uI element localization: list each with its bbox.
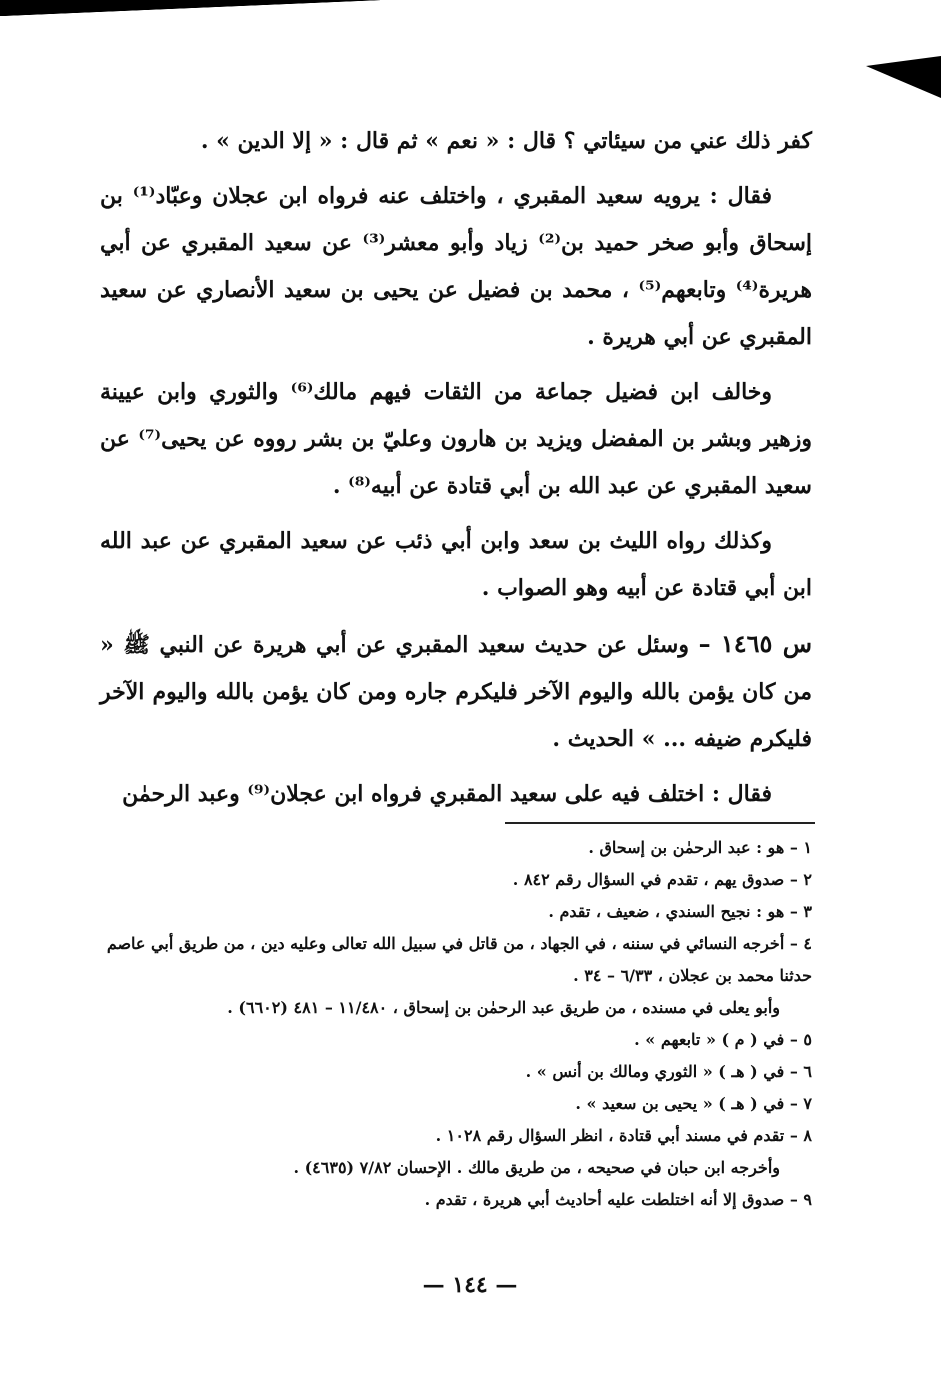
question-number: س ١٤٦٥ – <box>698 629 812 658</box>
paragraph-2: فقال : يرويه سعيد المقبري ، واختلف عنه فرواه ابن عجلان وعبّاد⁽¹⁾ بن إسحاق وأبو صخر حميد بن⁽²⁾ زياد وأبو معشر⁽³⁾ عن سعيد المقبري عن أبي هريرة⁽⁴⁾ وتابعهم⁽⁵⁾ ، محمد بن فضيل عن يحيى بن سعيد الأنصاري عن سعيد المقبري عن أبي هريرة . <box>100 183 813 350</box>
main-text <box>100 118 812 826</box>
corner-tab-mark <box>866 56 941 98</box>
answer-paragraph: فقال : اختلف فيه على سعيد المقبري فرواه ابن عجلان⁽⁹⁾ وعبد الرحمٰن <box>122 781 772 807</box>
footnote-6: ٦ – في ( هـ ) « الثوري ومالك بن أنس » . <box>525 1062 812 1081</box>
footnote-divider <box>505 822 815 824</box>
footnotes <box>100 832 812 1216</box>
footnote-4: ٤ – أخرجه النسائي في سننه ، في الجهاد ، من قاتل في سبيل الله تعالى وعليه دين ، من طريق أبي عاصم حدثنا محمد بن عجلان ، ٦/٣٣ – ٣٤ . <box>106 934 812 985</box>
question-paragraph <box>100 620 812 763</box>
footnote-5: ٥ – في ( م ) « تابعهم » . <box>634 1030 812 1049</box>
footnote-3: ٣ – هو : نجيح السندي ، ضعيف ، تقدم . <box>548 902 812 921</box>
footnote-8: ٨ – تقدم في مسند أبي قتادة ، انظر السؤال رقم ١٠٢٨ . <box>435 1126 812 1145</box>
footnote-9: ٩ – صدوق إلا أنه اختلطت عليه أحاديث أبي هريرة ، تقدم . <box>424 1190 812 1209</box>
footnote-2: ٢ – صدوق يهم ، تقدم في السؤال رقم ٨٤٢ . <box>512 870 812 889</box>
footnote-8-continuation: وأخرجه ابن حبان في صحيحه ، من طريق مالك . الإحسان ٧/٨٢ (٤٦٣٥) . <box>293 1158 780 1177</box>
footnote-1: ١ – هو : عبد الرحمٰن بن إسحاق . <box>588 838 812 857</box>
top-edge-mark <box>0 0 380 16</box>
paragraph-3: وخالف ابن فضيل جماعة من الثقات فيهم مالك⁽⁶⁾ والثوري وابن عيينة وزهير وبشر بن المفضل ويزيد بن هارون وعليّ بن بشر رووه عن يحيى⁽⁷⁾ عن سعيد المقبري عن عبد الله بن أبي قتادة عن أبيه⁽⁸⁾ . <box>100 379 812 499</box>
paragraph-4: وكذلك رواه الليث بن سعد وابن أبي ذئب عن سعيد المقبري عن عبد الله ابن أبي قتادة عن أبيه وهو الصواب . <box>100 528 812 601</box>
question-text: وسئل عن حديث سعيد المقبري عن أبي هريرة عن النبي ﷺ « من كان يؤمن بالله واليوم الآخر فليكرم جاره ومن كان يؤمن بالله واليوم الآخر فليكرم ضيفه ... » الحديث . <box>100 632 812 752</box>
page-number: — ١٤٤ — <box>422 1272 518 1298</box>
footnote-4-continuation: وأبو يعلى في مسنده ، من طريق عبد الرحمٰن بن إسحاق ، ١١/٤٨٠ – ٤٨١ (٦٦٠٢) . <box>227 998 780 1017</box>
paragraph-1: كفر ذلك عني من سيئاتي ؟ قال : « نعم » ثم قال : « إلا الدين » . <box>200 128 812 154</box>
footnote-7: ٧ – في ( هـ ) « يحيى بن سعيد » . <box>575 1094 812 1113</box>
